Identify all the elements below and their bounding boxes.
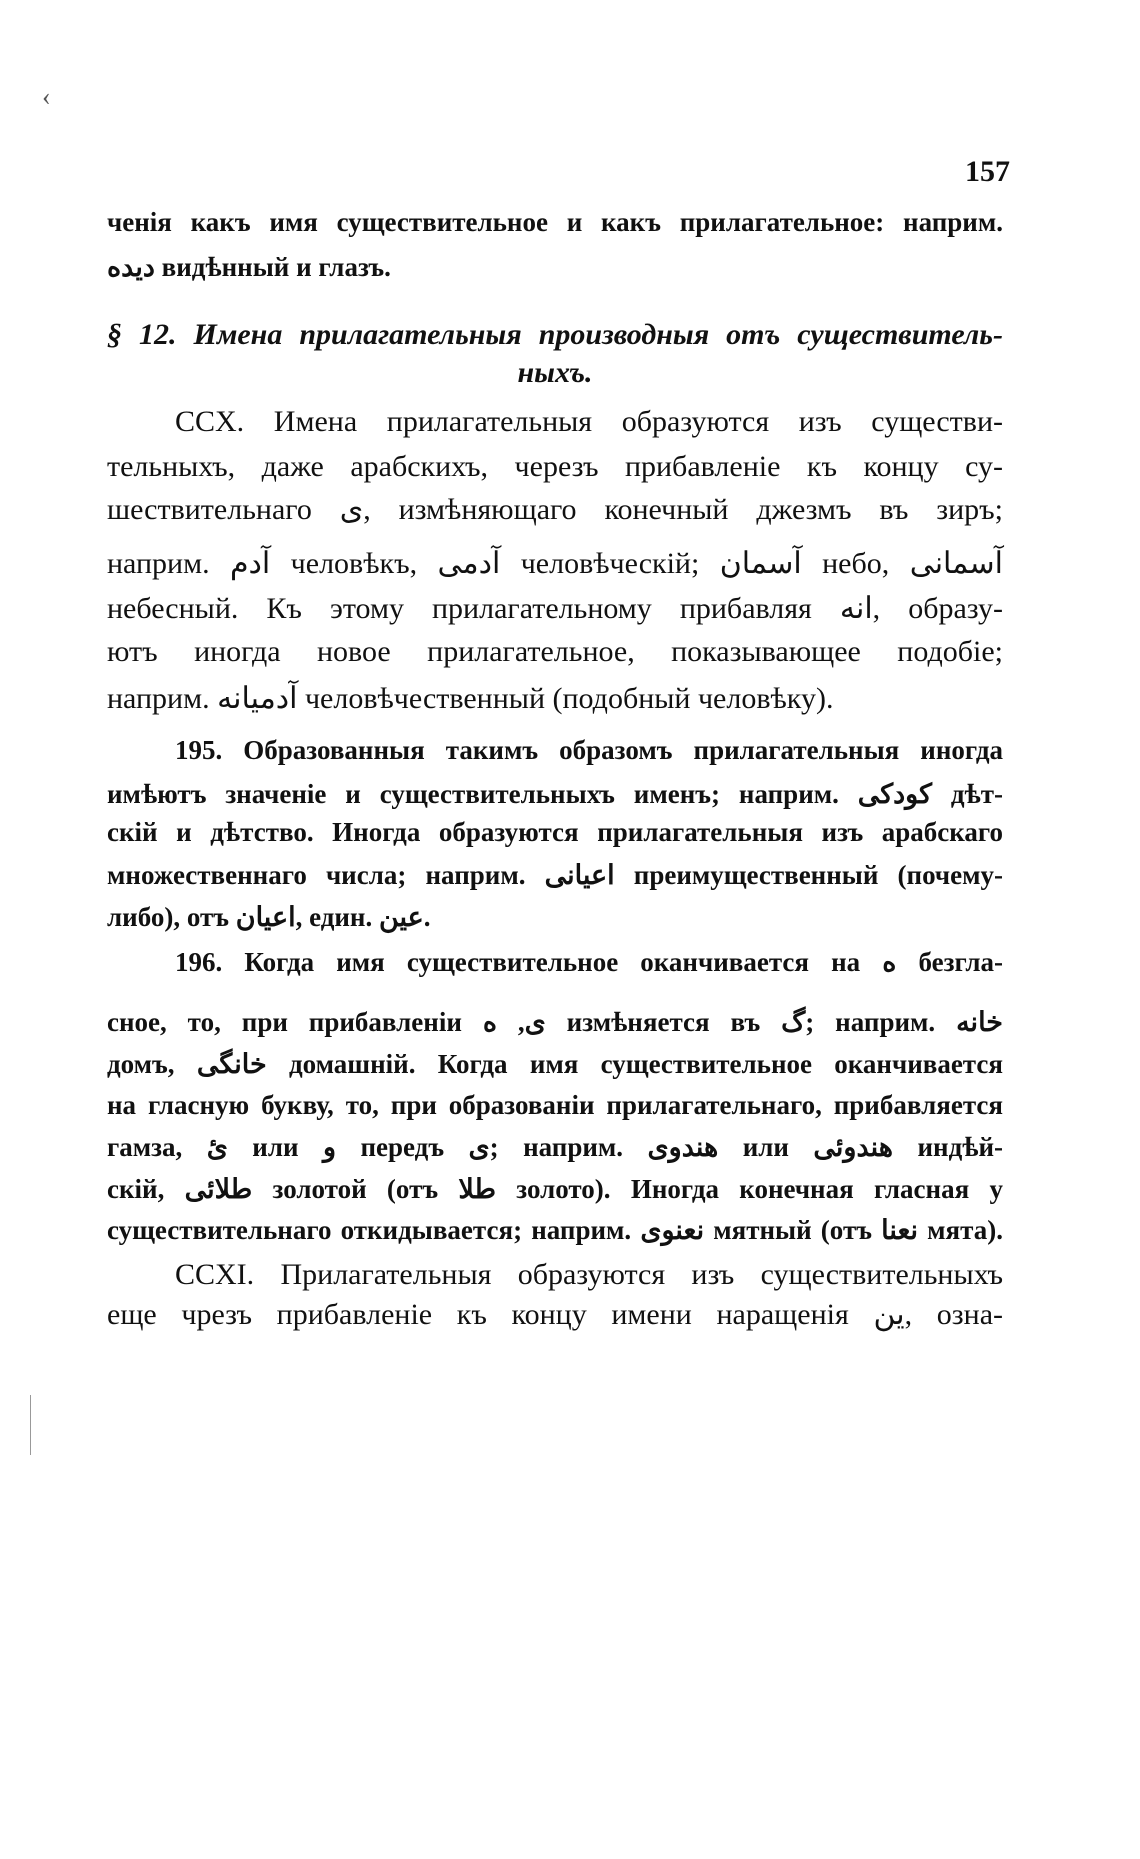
text-line: существительнаго откидывается; наприм. نعنوی мятный (отъ نعنا мята). — [107, 1215, 1003, 1245]
page-number: 157 — [965, 155, 1010, 188]
text-line: небесный. Къ этому прилагательному прибавляя انه, образу- — [107, 592, 1003, 625]
text-line: ченія какъ имя существительное и какъ прилагательное: наприм. — [107, 207, 1003, 237]
text-line: имѣютъ значеніе и существительныхъ именъ; наприм. کودکی дѣт- — [107, 779, 1003, 809]
text-line: 196. Когда имя существительное оканчивается на ه безгла- — [175, 947, 1003, 977]
text-line: множественнаго числа; наприм. اعیانی преимущественный (почему- — [107, 860, 1004, 890]
text-line: шествительнаго ی, измѣняющаго конечный джезмъ въ зиръ; — [107, 493, 1003, 526]
text-line: наприм. آدمیانه человѣчественный (подобный человѣку). — [107, 682, 834, 715]
text-line: на гласную букву, то, при образованіи прилагательнаго, прибавляется — [107, 1090, 1003, 1120]
text-line: наприм. آدم человѣкъ, آدمی человѣческій; آسمان небо, آسمانی — [107, 547, 1003, 580]
section-heading: § 12. Имена прилагательныя производныя отъ существитель- — [107, 318, 1003, 351]
text-line: 195. Образованныя такимъ образомъ прилагательныя иногда — [175, 735, 1003, 765]
text-line: دیده видѣнный и глазъ. — [107, 252, 391, 282]
text-line: гамза, ئ или و передъ ی; наприм. هندوی или هندوئی индѣй- — [107, 1132, 1003, 1162]
text-line: CCX. Имена прилагательныя образуются изъ существи- — [175, 405, 1003, 438]
scan-mark — [30, 1395, 31, 1455]
text-line: домъ, خانگی домашній. Когда имя существительное оканчивается — [107, 1049, 1003, 1079]
text-line: ютъ иногда новое прилагательное, показывающее подобіе; — [107, 635, 1003, 668]
text-line: сное, то, при прибавленіи ی, ه измѣняется въ گ; наприм. خانه — [107, 1007, 1003, 1037]
text-line: скій и дѣтство. Иногда образуются прилагательныя изъ арабскаго — [107, 817, 1003, 847]
text-line: либо), отъ اعیان, един. عین. — [107, 902, 431, 932]
section-heading-continuation: ныхъ. — [517, 356, 593, 389]
scan-mark: ‹ — [42, 82, 51, 111]
text-line: еще чрезъ прибавленіе къ концу имени наращенія ین, озна- — [107, 1298, 1003, 1331]
text-line: скій, طلائی золотой (отъ طلا золото). Иногда конечная гласная у — [107, 1174, 1003, 1204]
text-line: тельныхъ, даже арабскихъ, черезъ прибавленіе къ концу су- — [107, 450, 1003, 483]
text-line: CCXI. Прилагательныя образуются изъ существительныхъ — [175, 1258, 1003, 1291]
